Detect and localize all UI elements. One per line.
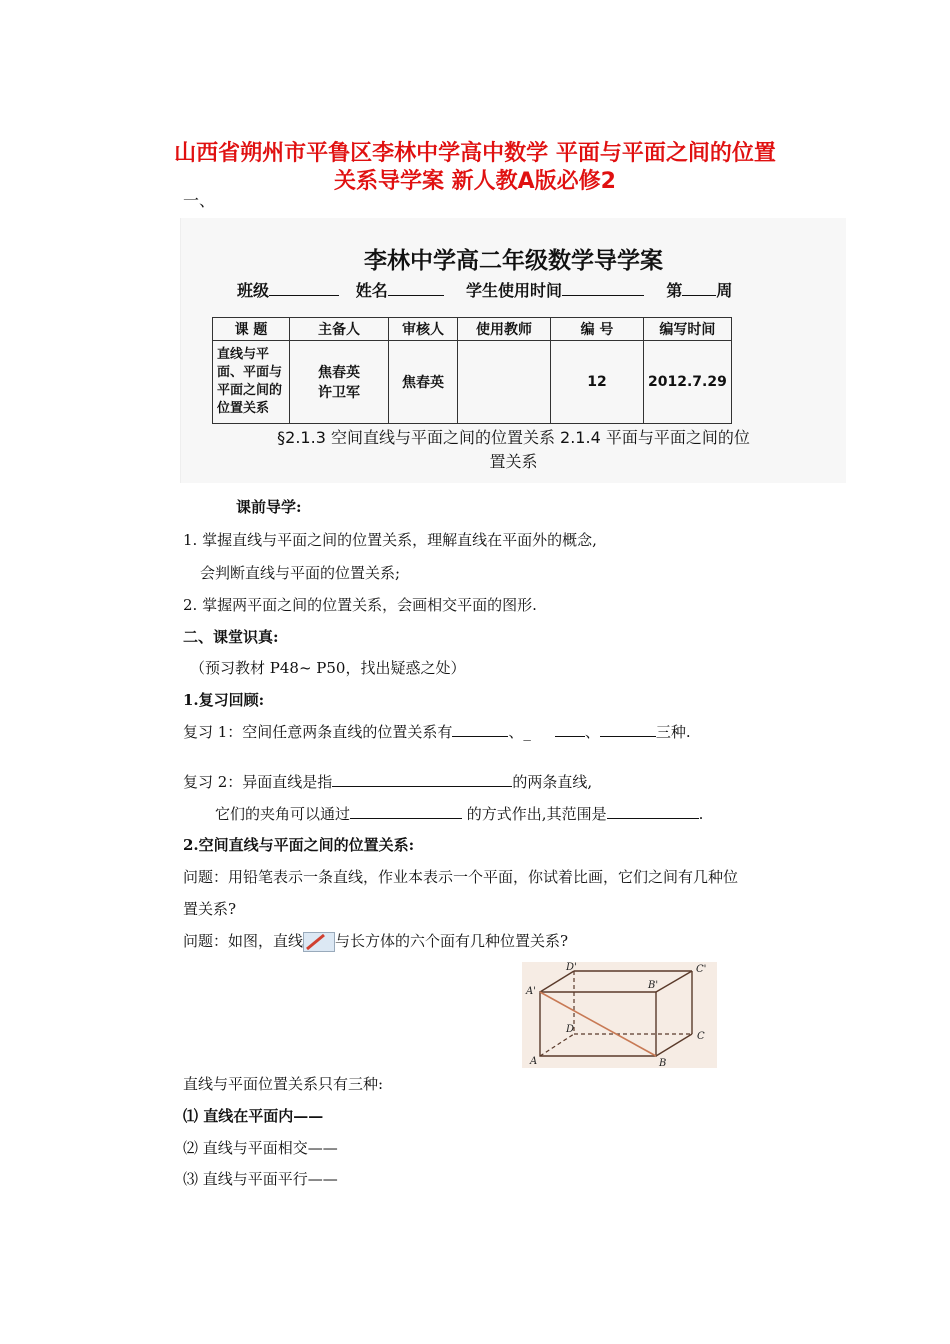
header-preparer: 主备人 — [290, 318, 389, 341]
question2-text-a: 问题：如图，直线 — [183, 932, 304, 950]
line-image-icon — [303, 932, 335, 952]
review1-line — [183, 721, 691, 742]
header-reviewer: 审核人 — [389, 318, 458, 341]
question2-line — [183, 930, 568, 952]
review1-blank2 — [555, 723, 585, 737]
document-title-line2: 关系导学案 新人教A版必修2 — [334, 169, 616, 194]
label-c: C — [697, 1031, 705, 1042]
question1-line1: 问题：用铅笔表示一条直线，作业本表示一个平面，你试着比画，它们之间有几种位 — [183, 868, 739, 886]
review1-blank3 — [600, 723, 656, 737]
review1-sep1: 、_ — [508, 723, 531, 741]
cuboid-figure — [522, 962, 717, 1068]
document-title-line1: 山西省朔州市平鲁区李林中学高中数学 平面与平面之间的位置 — [174, 141, 776, 166]
cell-reviewer: 焦春英 — [389, 341, 458, 424]
school-title: 李林中学高二年级数学导学案 — [364, 248, 663, 274]
week-suffix: 周 — [716, 281, 733, 300]
preview-heading: 课前导学: — [236, 498, 302, 516]
student-info-row — [237, 278, 732, 301]
class-blank — [269, 281, 339, 296]
goal1-line2: 会判断直线与平面的位置关系; — [200, 564, 401, 582]
class-label: 班级 — [237, 281, 270, 300]
question1-line2: 置关系? — [183, 900, 237, 918]
week-blank — [682, 281, 716, 296]
review2-text-a: 复习 2：异面直线是指 — [183, 773, 333, 791]
cell-number: 12 — [551, 341, 644, 424]
cell-preparer: 焦春英 许卫军 — [290, 341, 389, 424]
review-heading: 1.复习回顾: — [183, 691, 265, 709]
time-blank — [562, 281, 644, 296]
label-b-prime: B' — [648, 980, 659, 991]
week-prefix: 第 — [666, 281, 683, 300]
question2-text-b: 与长方体的六个面有几种位置关系? — [335, 932, 569, 950]
cell-date: 2012.7.29 — [644, 341, 732, 424]
goal1-line1: 1. 掌握直线与平面之间的位置关系，理解直线在平面外的概念, — [183, 531, 597, 549]
label-b: B — [659, 1058, 667, 1068]
lesson-caption — [181, 426, 846, 474]
review1-blank1 — [452, 723, 508, 737]
cell-teacher — [458, 341, 551, 424]
section-two-heading: 二、课堂识真: — [183, 628, 279, 646]
kind2: ⑵ 直线与平面相交—— — [183, 1139, 338, 1157]
name-blank — [388, 281, 444, 296]
caption-line1: §2.1.3 空间直线与平面之间的位置关系 2.1.4 平面与平面之间的位 — [277, 428, 750, 447]
review2-blank3 — [607, 805, 699, 819]
review1-sep2: 、 — [584, 723, 600, 741]
cell-topic: 直线与平面、平面与平面之间的位置关系 — [213, 341, 290, 424]
review1-text: 复习 1：空间任意两条直线的位置关系有 — [183, 723, 453, 741]
review2-text-e: . — [698, 805, 704, 823]
section-one-label: 一、 — [183, 191, 216, 210]
relation-heading: 2.空间直线与平面之间的位置关系: — [183, 836, 415, 854]
review2-text-d: 的方式作出,其范围是 — [466, 805, 607, 823]
review2-line2 — [215, 803, 703, 824]
name-label: 姓名 — [355, 281, 388, 300]
label-d-prime: D' — [566, 962, 577, 973]
kind3: ⑶ 直线与平面平行—— — [183, 1170, 338, 1188]
time-label: 学生使用时间 — [466, 281, 563, 300]
review2-blank1 — [332, 773, 512, 787]
review2-line1 — [183, 771, 592, 792]
label-c-prime: C' — [696, 964, 707, 975]
preview-note: （预习教材 P48~ P50，找出疑惑之处） — [190, 659, 466, 677]
header-date: 编写时间 — [644, 318, 732, 341]
kind1: ⑴ 直线在平面内—— — [183, 1107, 324, 1125]
caption-line2: 置关系 — [489, 452, 538, 471]
label-a: A — [530, 1056, 538, 1067]
header-teacher: 使用教师 — [458, 318, 551, 341]
label-d: D — [566, 1024, 575, 1035]
review2-text-b: 的两条直线, — [512, 773, 593, 791]
goal2: 2. 掌握两平面之间的位置关系，会画相交平面的图形. — [183, 596, 537, 614]
three-kinds-text: 直线与平面位置关系只有三种: — [183, 1075, 384, 1093]
header-image — [180, 218, 846, 483]
header-number: 编 号 — [551, 318, 644, 341]
lesson-info-table — [212, 317, 732, 424]
review2-blank2 — [350, 805, 462, 819]
label-a-prime: A' — [526, 986, 536, 997]
review1-end: 三种. — [655, 723, 691, 741]
review2-text-c: 它们的夹角可以通过 — [215, 805, 351, 823]
header-topic: 课 题 — [213, 318, 290, 341]
